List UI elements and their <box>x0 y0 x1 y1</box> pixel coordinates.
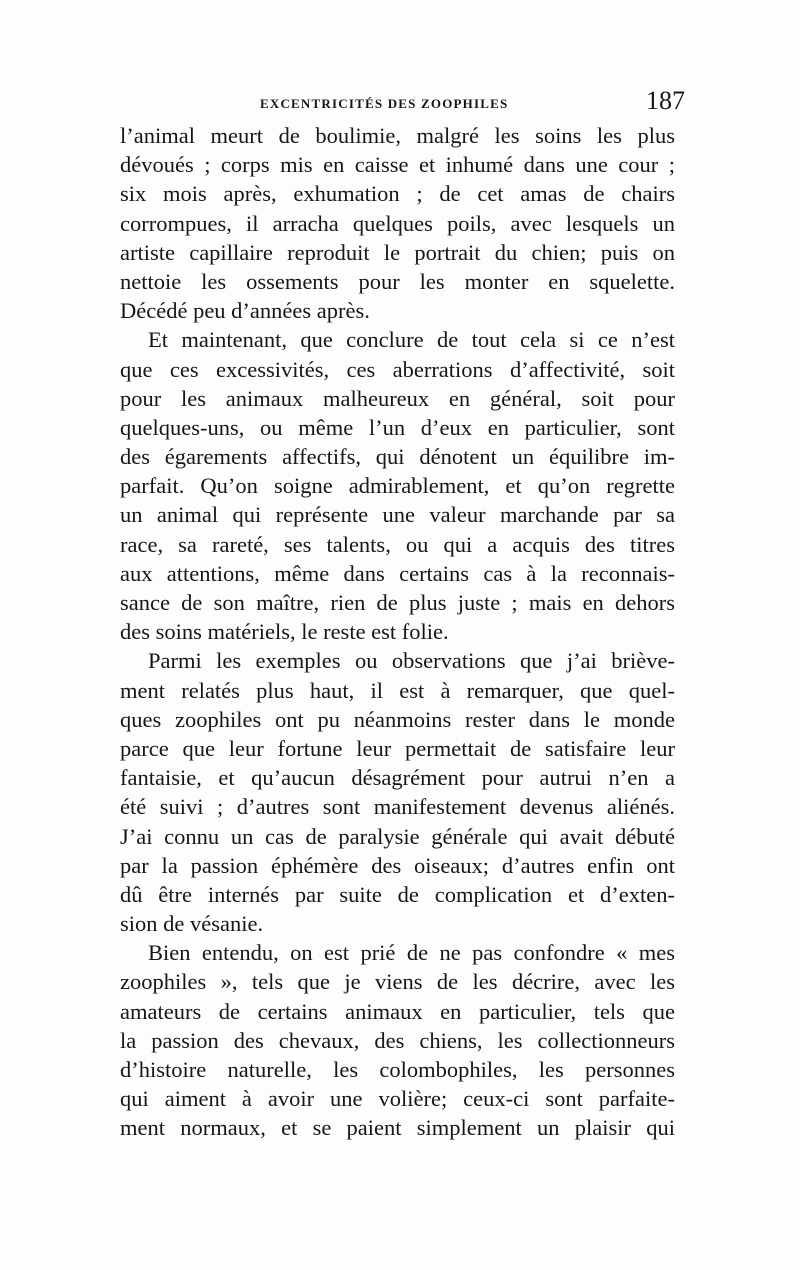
text-line: que ces excessivités, ces aberrations d’affectivité, soit <box>120 356 675 382</box>
text-line: ment normaux, et se paient simplement un plaisir qui <box>120 1115 675 1141</box>
text-line: l’animal meurt de boulimie, malgré les soins les plus <box>120 123 675 148</box>
body-text <box>120 121 675 1143</box>
text-line: race, sa rareté, ses talents, ou qui a acquis des titres <box>120 531 675 557</box>
text-line: sance de son maître, rien de plus juste ; mais en dehors <box>120 590 675 615</box>
text-line: par la passion éphémère des oiseaux; d’autres enfin ont <box>120 852 675 878</box>
text-line: qui aiment à avoir une volière; ceux-ci sont parfaite- <box>120 1086 675 1112</box>
text-line: un animal qui représente une valeur marchande par sa <box>120 502 675 528</box>
text-line: dû être internés par suite de complication et d’exten- <box>120 881 675 907</box>
text-line: ment relatés plus haut, il est à remarquer, que quel- <box>120 677 675 703</box>
text-line: parfait. Qu’on soigne admirablement, et qu’on regrette <box>120 473 675 499</box>
text-line: la passion des chevaux, des chiens, les collectionneurs <box>120 1027 675 1053</box>
text-line: zoophiles », tels que je viens de les décrire, avec les <box>120 969 675 995</box>
text-line: ques zoophiles ont pu néanmoins rester dans le monde <box>120 706 675 732</box>
text-line: fantaisie, et qu’aucun désagrément pour autrui n’en a <box>120 765 675 791</box>
page-header <box>120 86 685 122</box>
text-line: Décédé peu d’années après. <box>120 298 370 324</box>
text-line: nettoie les ossements pour les monter en squelette. <box>120 268 675 294</box>
text-line: J’ai connu un cas de paralysie générale qui avait débuté <box>120 823 675 849</box>
text-line: Parmi les exemples ou observations que j’ai briève- <box>148 648 675 674</box>
text-line: des soins matériels, le reste est folie. <box>120 619 449 645</box>
text-line: artiste capillaire reproduit le portrait du chien; puis on <box>120 239 675 265</box>
text-line: été suivi ; d’autres sont manifestement devenus aliénés. <box>120 794 675 820</box>
page-number: 187 <box>646 86 685 115</box>
text-line: Et maintenant, que conclure de tout cela si ce n’est <box>148 327 675 353</box>
text-line: aux attentions, même dans certains cas à la reconnais- <box>120 560 675 586</box>
text-line: d’histoire naturelle, les colombophiles, les personnes <box>120 1057 675 1082</box>
text-line: quelques-uns, ou même l’un d’eux en particulier, sont <box>120 414 675 440</box>
running-head: EXCENTRICITÉS DES ZOOPHILES <box>260 96 509 111</box>
text-line: amateurs de certains animaux en particulier, tels que <box>120 998 675 1024</box>
text-line: dévoués ; corps mis en caisse et inhumé dans une cour ; <box>120 152 675 178</box>
text-line: pour les animaux malheureux en général, soit pour <box>120 385 675 411</box>
text-line: parce que leur fortune leur permettait de satisfaire leur <box>120 735 675 761</box>
text-line: corrompues, il arracha quelques poils, avec lesquels un <box>120 210 675 236</box>
text-line: six mois après, exhumation ; de cet amas de chairs <box>120 181 675 207</box>
text-line: des égarements affectifs, qui dénotent un équilibre im- <box>120 444 675 470</box>
text-line: sion de vésanie. <box>120 911 264 937</box>
text-line: Bien entendu, on est prié de ne pas confondre « mes <box>148 940 675 966</box>
